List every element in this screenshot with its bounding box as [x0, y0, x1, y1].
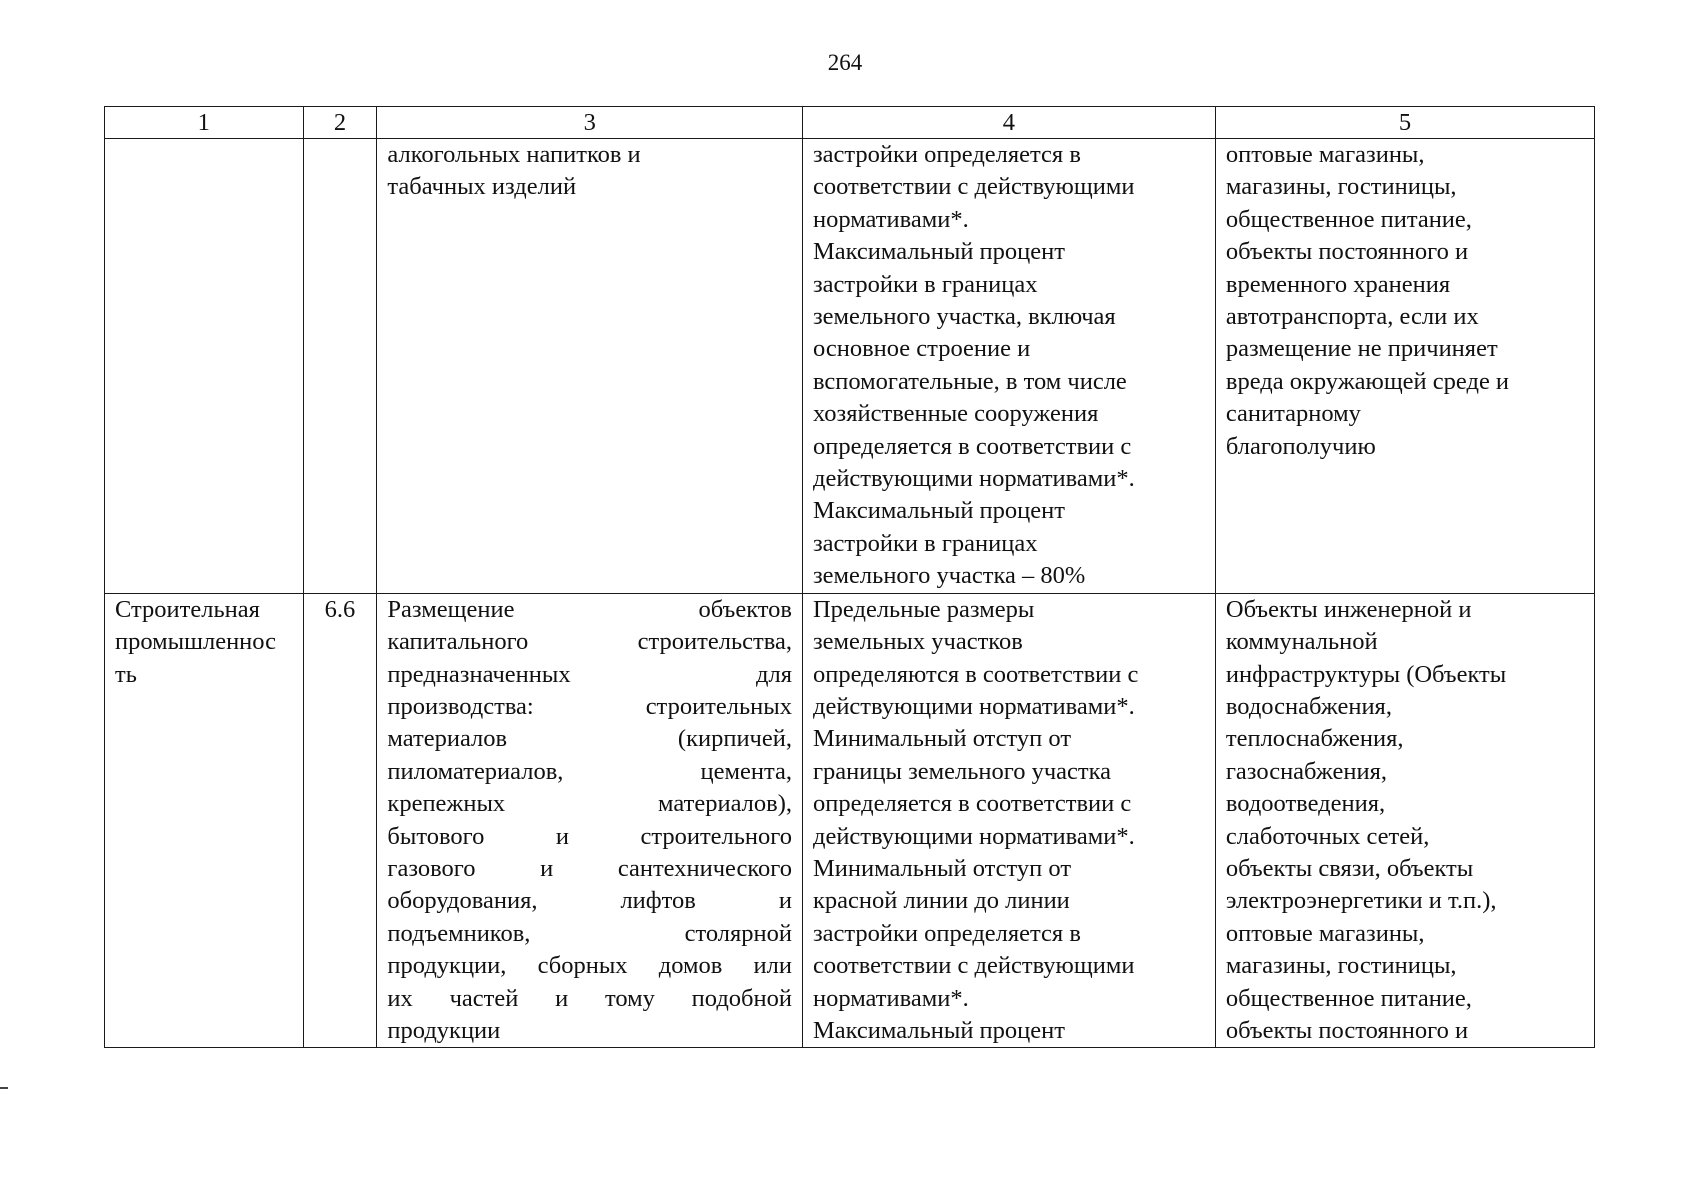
- text-word: для: [756, 660, 792, 688]
- text-line: санитарному: [1225, 400, 1361, 428]
- text-word: капитального: [387, 628, 529, 656]
- row2-land-use-name: [105, 593, 304, 1048]
- text-word: частей: [449, 984, 519, 1012]
- row1-land-use-name: [105, 139, 304, 594]
- text-line: объекты постоянного и: [1225, 238, 1469, 266]
- text-word: бытового: [387, 822, 485, 850]
- text-word: строительства,: [637, 628, 792, 656]
- text-line: определяется в соответствии с: [812, 790, 1132, 818]
- header-col-5: 5: [1215, 107, 1594, 139]
- text-line: [387, 821, 792, 853]
- text-line: слаботочных сетей,: [1225, 822, 1430, 850]
- text-word: столярной: [684, 919, 792, 947]
- text-line: соответствии с действующими: [812, 173, 1135, 201]
- text-line: соответствии с действующими: [812, 952, 1135, 980]
- text-word: или: [753, 952, 792, 980]
- text-word: сантехнического: [617, 854, 792, 882]
- text-line: определяются в соответствии с: [812, 660, 1139, 688]
- text-line: действующими нормативами*.: [812, 692, 1135, 720]
- header-col-4: 4: [802, 107, 1215, 139]
- row1-description: [377, 139, 803, 594]
- text-line: оптовые магазины,: [1225, 141, 1425, 168]
- table-row: [105, 593, 1595, 1048]
- text-line: [387, 918, 792, 950]
- row2-parameters: [802, 593, 1215, 1048]
- text-word: сборных: [537, 952, 628, 980]
- scan-edge-mark: [0, 1087, 8, 1089]
- text-word: цемента,: [700, 757, 792, 785]
- text-line: земельного участка, включая: [812, 303, 1116, 331]
- text-line: застройки определяется в: [812, 919, 1081, 947]
- text-line: оптовые магазины,: [1225, 919, 1425, 947]
- text-line: [387, 983, 792, 1015]
- text-line: застройки в границах: [812, 529, 1038, 557]
- text-word: подобной: [691, 984, 792, 1012]
- text-word: подъемников,: [387, 919, 531, 947]
- text-line: инфраструктуры (Объекты: [1225, 660, 1507, 688]
- text-line: [387, 756, 792, 788]
- text-line: автотранспорта, если их: [1225, 303, 1479, 331]
- text-word: газового: [387, 854, 476, 882]
- text-line: магазины, гостиницы,: [1225, 952, 1457, 980]
- text-line: общественное питание,: [1225, 984, 1472, 1012]
- text-line: нормативами*.: [812, 984, 969, 1012]
- text-word: продукции,: [387, 952, 507, 980]
- text-word: строительных: [645, 692, 792, 720]
- text-word: и: [778, 887, 792, 915]
- text-line: определяется в соответствии с: [812, 432, 1132, 460]
- text-line: вспомогательные, в том числе: [812, 367, 1127, 395]
- text-line: Объекты инженерной и: [1225, 595, 1472, 623]
- text-line: красной линии до линии: [812, 887, 1070, 915]
- text-line: [387, 626, 792, 658]
- text-line: [387, 659, 792, 691]
- row2-description: [377, 593, 803, 1048]
- text-word: материалов),: [658, 790, 792, 818]
- text-line: водоснабжения,: [1225, 692, 1392, 720]
- page-number: 264: [827, 50, 863, 75]
- text-line: земельных участков: [812, 628, 1023, 656]
- text-line: действующими нормативами*.: [812, 822, 1135, 850]
- header-col-3: 3: [377, 107, 803, 139]
- text-line: [387, 885, 792, 917]
- header-col-1: 1: [105, 107, 304, 139]
- text-line: основное строение и: [812, 335, 1031, 363]
- text-line: действующими нормативами*.: [812, 465, 1135, 493]
- row1-parameters: [802, 139, 1215, 594]
- text-line: [387, 594, 792, 626]
- text-word: и: [540, 854, 554, 882]
- text-word: (кирпичей,: [677, 725, 792, 753]
- text-word: строительного: [640, 822, 792, 850]
- row2-code: 6.6: [303, 593, 377, 1048]
- text-line: нормативами*.: [812, 205, 969, 233]
- text-word: крепежных: [387, 790, 506, 818]
- text-line: Максимальный процент: [812, 238, 1065, 266]
- text-line: коммунальной: [1225, 628, 1378, 656]
- text-line: [387, 691, 792, 723]
- table-row: [105, 139, 1595, 594]
- text-word: тому: [604, 984, 655, 1012]
- text-word: производства:: [387, 692, 534, 720]
- table-header-row: [105, 107, 1595, 139]
- text-word: пиломатериалов,: [387, 757, 564, 785]
- text-word: и: [555, 984, 569, 1012]
- text-line: [387, 723, 792, 755]
- text-word: лифтов: [620, 887, 696, 915]
- text-word: Размещение: [387, 595, 515, 623]
- regulations-table: [104, 106, 1595, 1048]
- text-word: и: [555, 822, 569, 850]
- row1-auxiliary-uses: [1215, 139, 1594, 594]
- text-line: Максимальный процент: [812, 497, 1065, 525]
- text-line: застройки в границах: [812, 270, 1038, 298]
- text-line: теплоснабжения,: [1225, 725, 1404, 753]
- text-line: [387, 853, 792, 885]
- text-line: размещение не причиняет: [1225, 335, 1498, 363]
- text-line: временного хранения: [1225, 270, 1451, 298]
- text-line: застройки определяется в: [812, 141, 1081, 168]
- text-word: их: [387, 984, 413, 1012]
- text-line: Строительная: [115, 595, 260, 623]
- text-line: Минимальный отступ от: [812, 854, 1072, 882]
- text-line: магазины, гостиницы,: [1225, 173, 1457, 201]
- text-line: электроэнергетики и т.п.),: [1225, 887, 1497, 915]
- text-line: водоотведения,: [1225, 790, 1386, 818]
- text-line: Предельные размеры: [812, 595, 1035, 623]
- text-word: предназначенных: [387, 660, 571, 688]
- text-line: Минимальный отступ от: [812, 725, 1072, 753]
- text-line: благополучию: [1225, 432, 1376, 460]
- text-line: газоснабжения,: [1225, 757, 1388, 785]
- header-col-2: 2: [303, 107, 377, 139]
- text-line: [387, 1015, 792, 1047]
- row1-code: [303, 139, 377, 594]
- text-line: табачных изделий: [387, 173, 577, 201]
- row2-auxiliary-uses: [1215, 593, 1594, 1048]
- text-line: [387, 788, 792, 820]
- text-line: Максимальный процент: [812, 1016, 1065, 1044]
- text-line: алкогольных напитков и: [387, 141, 641, 168]
- text-word: объектов: [698, 595, 792, 623]
- text-line: границы земельного участка: [812, 757, 1112, 785]
- text-line: земельного участка – 80%: [812, 562, 1086, 590]
- text-line: объекты постоянного и: [1225, 1016, 1469, 1044]
- text-word: оборудования,: [387, 887, 538, 915]
- text-word: домов: [658, 952, 723, 980]
- text-line: вреда окружающей среде и: [1225, 367, 1510, 395]
- text-word: продукции: [387, 1016, 501, 1044]
- text-line: хозяйственные сооружения: [812, 400, 1099, 428]
- text-line: [387, 950, 792, 982]
- text-word: материалов: [387, 725, 508, 753]
- text-line: объекты связи, объекты: [1225, 854, 1474, 882]
- text-line: общественное питание,: [1225, 205, 1472, 233]
- text-line: ть: [115, 660, 137, 688]
- text-line: промышленнос: [115, 628, 277, 656]
